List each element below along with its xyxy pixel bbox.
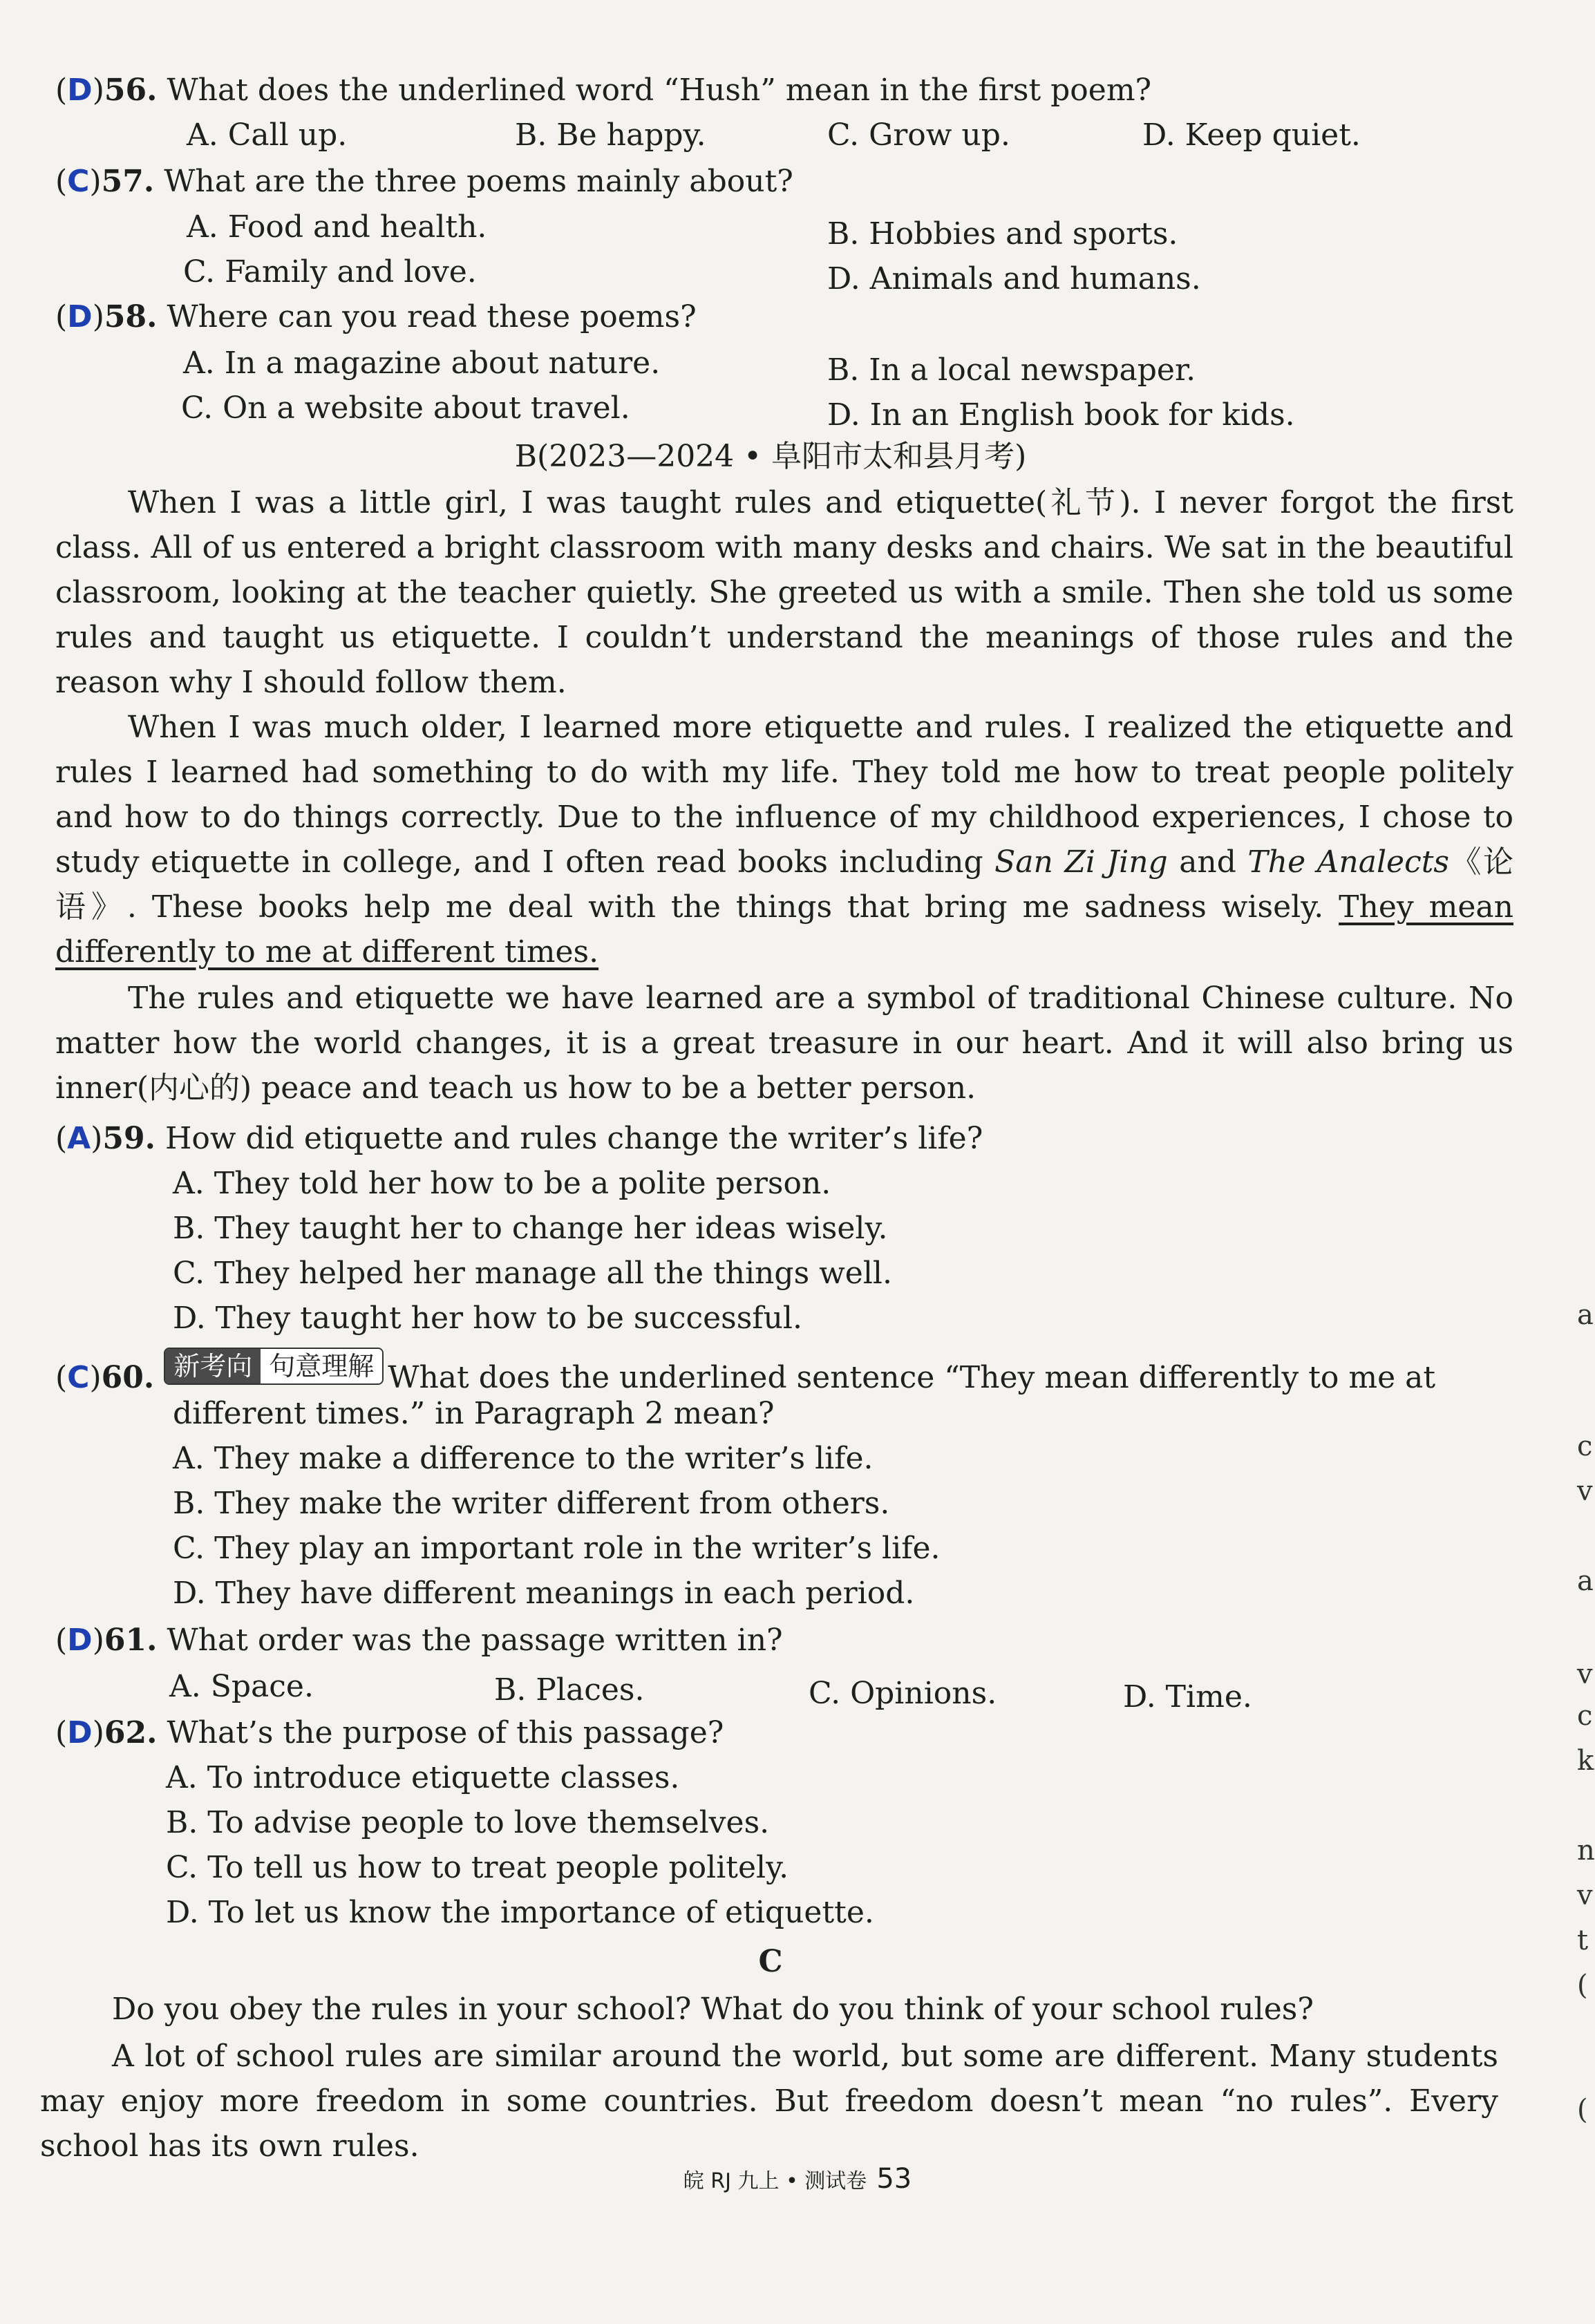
badge-label: 句意理解 [261, 1349, 382, 1383]
question-number: 58. [104, 299, 158, 334]
question-58: (D)58. Where can you read these poems? [55, 299, 697, 334]
option-b: B. To advise people to love themselves. [166, 1805, 770, 1840]
margin-fragment: v [1577, 1880, 1593, 1911]
answer-mark: D [67, 299, 93, 334]
question-57: (C)57. What are the three poems mainly about? [55, 164, 793, 199]
margin-fragment: a [1577, 1565, 1594, 1597]
question-number: 61. [104, 1623, 158, 1658]
margin-fragment: v [1577, 1659, 1593, 1690]
option-c: C. Opinions. [809, 1676, 997, 1711]
passage-b-paragraph-3: The rules and etiquette we have learned are a symbol of traditional Chinese culture. No matter how the world changes, it is a great treasure in our heart. And it will also bring us inner(内心的) peace and teach us how to be a better person. [55, 981, 1513, 1106]
question-56: (D)56. What does the underlined word “Hush” mean in the first poem? [55, 73, 1152, 108]
option-b: B. Hobbies and sports. [827, 216, 1178, 252]
question-stem: What order was the passage written in? [167, 1623, 783, 1658]
margin-fragment: ( [1577, 2094, 1588, 2126]
question-number: 59. [102, 1121, 155, 1156]
option-d: D. In an English book for kids. [827, 397, 1295, 433]
question-stem: What are the three poems mainly about? [164, 164, 793, 199]
option-c: C. Family and love. [183, 254, 477, 290]
passage-c-paragraph-2: A lot of school rules are similar around the world, but some are different. Many students may enjoy more freedom in some countries. But freedom doesn’t mean “no rules”. Every school has its own rules. [40, 2039, 1498, 2164]
option-a: A. Space. [169, 1669, 314, 1704]
option-d: D. To let us know the importance of etiquette. [166, 1895, 874, 1930]
book-title-chinese: 《论语》 [55, 844, 1513, 925]
margin-fragment: c [1577, 1700, 1593, 1732]
badge-label: 新考向 [165, 1349, 261, 1383]
margin-fragment: a [1577, 1299, 1594, 1331]
option-c: C. On a website about travel. [181, 390, 630, 426]
option-a: A. Call up. [187, 117, 348, 153]
page-footer [0, 2163, 1595, 2195]
passage-b-paragraph-2 [55, 705, 1513, 974]
question-stem: What’s the purpose of this passage? [167, 1715, 724, 1750]
option-d: D. Time. [1123, 1679, 1252, 1714]
option-a: A. They told her how to be a polite person. [173, 1166, 831, 1201]
question-stem: Where can you read these poems? [167, 299, 697, 334]
option-b: B. In a local newspaper. [827, 352, 1196, 388]
question-number: 60. [101, 1360, 155, 1395]
option-a: A. They make a difference to the writer’s life. [173, 1441, 874, 1476]
answer-mark: C [67, 1360, 90, 1395]
section-b-title: B(2023—2024 • 阜阳市太和县月考) [514, 439, 1027, 474]
question-61: (D)61. What order was the passage written in? [55, 1623, 783, 1658]
question-stem: How did etiquette and rules change the writer’s life? [164, 1121, 983, 1156]
option-a: A. Food and health. [187, 209, 487, 245]
margin-fragment: ( [1577, 1969, 1588, 2001]
option-b: B. They taught her to change her ideas wisely. [173, 1211, 888, 1246]
answer-mark: A [67, 1121, 91, 1156]
margin-fragment: v [1577, 1475, 1593, 1507]
margin-fragment: k [1577, 1745, 1594, 1777]
option-b: B. They make the writer different from others. [173, 1486, 890, 1521]
question-number: 56. [104, 73, 158, 108]
paragraph-text: When I was much older, I learned more etiquette and rules. I realized the etiquette and rules I learned had something to do with my life. They told me how to treat people politely and how to do things correctly. Due to the influence of my childhood experiences, I chose to study etiquette in college, and I often read books including [55, 710, 1513, 880]
option-d: D. They have different meanings in each period. [173, 1576, 915, 1611]
answer-mark: C [67, 164, 90, 199]
new-trend-badge [164, 1348, 384, 1385]
book-title: The Analects [1247, 844, 1449, 880]
question-stem: What does the underlined sentence “They mean differently to me at [388, 1360, 1436, 1395]
passage-c-paragraph-1: Do you obey the rules in your school? What do you think of your school rules? [112, 1992, 1314, 2027]
margin-fragment: c [1577, 1430, 1593, 1462]
question-62: (D)62. What’s the purpose of this passage? [55, 1715, 724, 1750]
answer-mark: D [67, 73, 93, 108]
option-c: C. Grow up. [827, 117, 1010, 153]
paragraph-text: and [1167, 844, 1248, 880]
margin-fragment: n [1577, 1835, 1595, 1867]
question-number: 57. [101, 164, 155, 199]
option-c: C. They play an important role in the writer’s life. [173, 1531, 941, 1566]
underlined-sentence: They mean differently to me at different times. [55, 889, 1513, 970]
answer-mark: D [67, 1623, 93, 1658]
option-b: B. Be happy. [515, 117, 706, 153]
paragraph-text: . These books help me deal with the things that bring me sadness wisely. [126, 889, 1339, 925]
option-d: D. Animals and humans. [827, 261, 1201, 296]
option-a: A. To introduce etiquette classes. [166, 1760, 680, 1795]
book-title: San Zi Jing [994, 844, 1168, 880]
option-d: D. Keep quiet. [1142, 117, 1361, 153]
page-number: 53 [876, 2163, 912, 2195]
section-c-title: C [758, 1944, 783, 1979]
question-number: 62. [104, 1715, 158, 1750]
question-stem-continued: different times.” in Paragraph 2 mean? [173, 1396, 775, 1431]
option-c: C. To tell us how to treat people politely. [166, 1850, 789, 1885]
question-59: (A)59. How did etiquette and rules change the writer’s life? [55, 1121, 983, 1156]
question-60: (C)60. 新考向 句意理解 What does the underlined sentence “They mean differently to me at [55, 1348, 1507, 1399]
option-d: D. They taught her how to be successful. [173, 1301, 802, 1336]
passage-b-paragraph-1: When I was a little girl, I was taught rules and etiquette(礼节). I never forgot the first class. All of us entered a bright classroom with many desks and chairs. We sat in the beautiful classroom, looking at the teacher quietly. She greeted us with a smile. Then she told us some rules and taught us etiquette. I couldn’t understand the meanings of those rules and the reason why I should follow them. [55, 485, 1513, 700]
question-stem: What does the underlined word “Hush” mean in the first poem? [167, 73, 1152, 108]
margin-fragment: t [1577, 1925, 1589, 1956]
option-b: B. Places. [494, 1672, 645, 1708]
option-c: C. They helped her manage all the things well. [173, 1256, 892, 1291]
option-a: A. In a magazine about nature. [183, 346, 661, 381]
footer-label: 皖 RJ 九上 • 测试卷 [683, 2169, 867, 2193]
answer-mark: D [67, 1715, 93, 1750]
